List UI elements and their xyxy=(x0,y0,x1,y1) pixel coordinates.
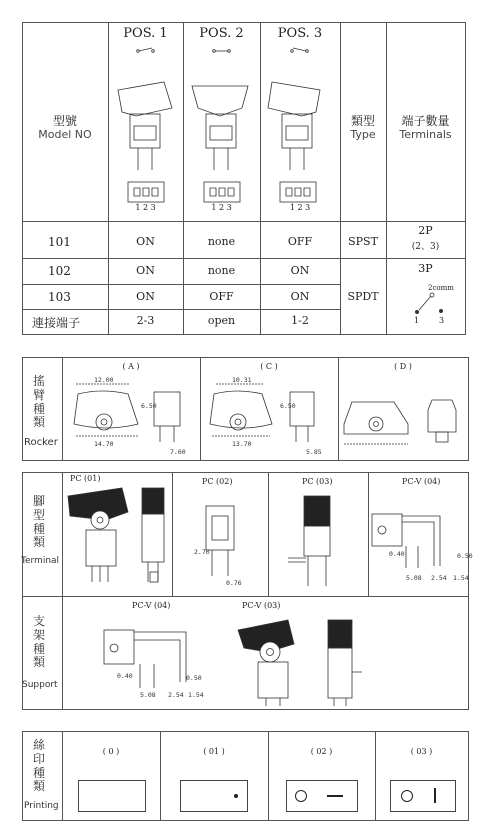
row-connect-pos3: 1-2 xyxy=(291,314,309,327)
rocker-a-front xyxy=(74,384,138,436)
printing-01-title: ( 01 ) xyxy=(203,747,225,756)
terminals-label-en: Terminals xyxy=(399,128,452,141)
printing-label-zh: 絲印種類 xyxy=(32,738,45,794)
rocker-c-title: ( C ) xyxy=(260,362,278,371)
switch-symbol-pos1 xyxy=(137,48,155,52)
terminal-pc02-title: PC (02) xyxy=(202,477,233,486)
rocker-a-width-bottom: 14.70 xyxy=(94,440,114,448)
circle-icon xyxy=(295,790,307,802)
rocker-c-width-top: 10.31 xyxy=(232,376,252,384)
row-connect-label: 連接端子 xyxy=(32,316,81,330)
type-label-zh: 類型 xyxy=(350,114,375,128)
terminal-pc03 xyxy=(288,496,330,586)
rocker-d-side xyxy=(428,400,456,442)
terminals-3p: 3P xyxy=(418,262,433,275)
pos3-header: POS. 3 xyxy=(277,26,323,41)
switch-symbol-pos2 xyxy=(213,50,231,53)
rocker-c-width-bottom: 13.70 xyxy=(232,440,252,448)
row-103-pos3: ON xyxy=(290,290,310,303)
spdt-symbol xyxy=(405,290,455,318)
rocker-label-zh: 搖臂種類 xyxy=(32,374,45,430)
terminal-pc01-front xyxy=(68,488,128,582)
rocker-label-en: Rocker xyxy=(24,437,58,448)
pcv04-dim-1: 0.40 xyxy=(389,550,405,558)
support-pcv03-side xyxy=(328,620,362,706)
row-101-pos1: ON xyxy=(136,235,155,248)
pin-labels-pos3: 1 2 3 xyxy=(289,203,311,212)
rocker-a-side: 7.60 xyxy=(170,448,186,456)
printing-03-box xyxy=(390,780,456,812)
dash-icon xyxy=(327,795,343,797)
terminals-2p-sub: (2、3) xyxy=(411,242,440,252)
type-spst: SPST xyxy=(348,235,378,248)
support-dim-3: 5.08 xyxy=(140,691,156,699)
terminal-label-zh: 腳型種類 xyxy=(32,494,45,550)
pin-labels-pos2: 1 2 3 xyxy=(211,203,232,212)
pcv04-dim-2: 0.50 xyxy=(457,552,473,560)
rocker-a-height: 6.50 xyxy=(141,402,157,410)
comm-pin3: 3 xyxy=(439,316,445,325)
rocker-pos2 xyxy=(192,86,248,202)
type-label-en: Type xyxy=(350,128,376,141)
printing-03-title: ( 03 ) xyxy=(410,747,433,756)
comm-pin1: 1 xyxy=(414,316,420,325)
support-pcv04-title: PC-V (04) xyxy=(132,601,171,610)
model-label-zh: 型號 xyxy=(52,114,77,128)
printing-0-box xyxy=(78,780,146,812)
switch-drawings xyxy=(108,42,340,220)
row-102-pos3: ON xyxy=(290,264,310,277)
printing-01-box xyxy=(180,780,248,812)
terminal-pc02 xyxy=(206,506,234,576)
terminals-2p: 2P xyxy=(418,224,433,237)
row-101-pos2: none xyxy=(207,235,236,248)
rocker-a-width-top: 12.00 xyxy=(94,376,114,384)
rocker-drawings xyxy=(62,372,468,460)
pcv04-dim-3: 5.08 xyxy=(406,574,422,582)
printing-02-box xyxy=(286,780,358,812)
pos1-header: POS. 1 xyxy=(123,26,168,41)
model-label-en: Model NO xyxy=(38,128,92,141)
dot-icon xyxy=(234,794,238,798)
rocker-c-height: 6.50 xyxy=(280,402,296,410)
terminal-pc03-title: PC (03) xyxy=(302,477,333,486)
row-101-pos3: OFF xyxy=(287,235,313,248)
row-103-model: 103 xyxy=(48,290,71,304)
support-dim-1: 0.40 xyxy=(117,672,133,680)
rocker-d-front xyxy=(344,402,408,444)
pc02-dim-width: 0.76 xyxy=(226,579,242,587)
rocker-a-title: ( A ) xyxy=(122,362,140,371)
row-101-model: 101 xyxy=(48,235,71,249)
terminal-pc01-title: PC (01) xyxy=(70,474,101,483)
support-pcv03-title: PC-V (03) xyxy=(242,601,281,610)
row-103-pos1: ON xyxy=(136,290,155,303)
rocker-d-title: ( D ) xyxy=(394,362,412,371)
rocker-c-front xyxy=(210,384,272,436)
terminals-label-zh: 端子數量 xyxy=(401,114,450,128)
support-label-en: Support xyxy=(22,680,58,690)
bar-icon xyxy=(434,788,436,803)
terminal-pcv04 xyxy=(372,514,440,568)
type-spdt: SPDT xyxy=(347,290,379,303)
terminal-label-en: Terminal xyxy=(21,556,60,566)
support-dim-5: 1.54 xyxy=(188,691,204,699)
printing-02-title: ( 02 ) xyxy=(310,747,333,756)
comm-label: 2comm xyxy=(428,284,454,292)
support-dim-2: 0.50 xyxy=(186,674,202,682)
pc02-dim-height: 2.70 xyxy=(194,548,210,556)
pos2-header: POS. 2 xyxy=(199,26,244,41)
rocker-c-side xyxy=(290,392,314,442)
row-103-pos2: OFF xyxy=(209,290,234,303)
support-label-zh: 支架種類 xyxy=(32,614,45,670)
pcv04-dim-4: 2.54 xyxy=(431,574,447,582)
support-pcv03-front xyxy=(238,620,294,706)
printing-label-en: Printing xyxy=(24,801,59,811)
rocker-pos1 xyxy=(118,82,172,202)
support-drawings xyxy=(62,612,468,708)
rocker-c-side: 5.85 xyxy=(306,448,322,456)
terminal-pc01-side xyxy=(142,488,164,582)
terminal-pcv04-title: PC-V (04) xyxy=(402,477,441,486)
support-dim-4: 2.54 xyxy=(168,691,184,699)
rocker-a-side xyxy=(154,392,180,442)
pcv04-dim-5: 1.54 xyxy=(453,574,469,582)
row-connect-pos2: open xyxy=(207,314,236,327)
row-connect-pos1: 2-3 xyxy=(136,314,155,327)
rocker-pos3 xyxy=(268,82,320,202)
printing-0-title: ( 0 ) xyxy=(102,747,120,756)
row-102-model: 102 xyxy=(48,264,71,278)
pin-labels-pos1: 1 2 3 xyxy=(135,203,156,212)
row-102-pos1: ON xyxy=(136,264,155,277)
row-102-pos2: none xyxy=(207,264,236,277)
switch-symbol-pos3 xyxy=(291,48,309,52)
circle-icon xyxy=(401,790,413,802)
